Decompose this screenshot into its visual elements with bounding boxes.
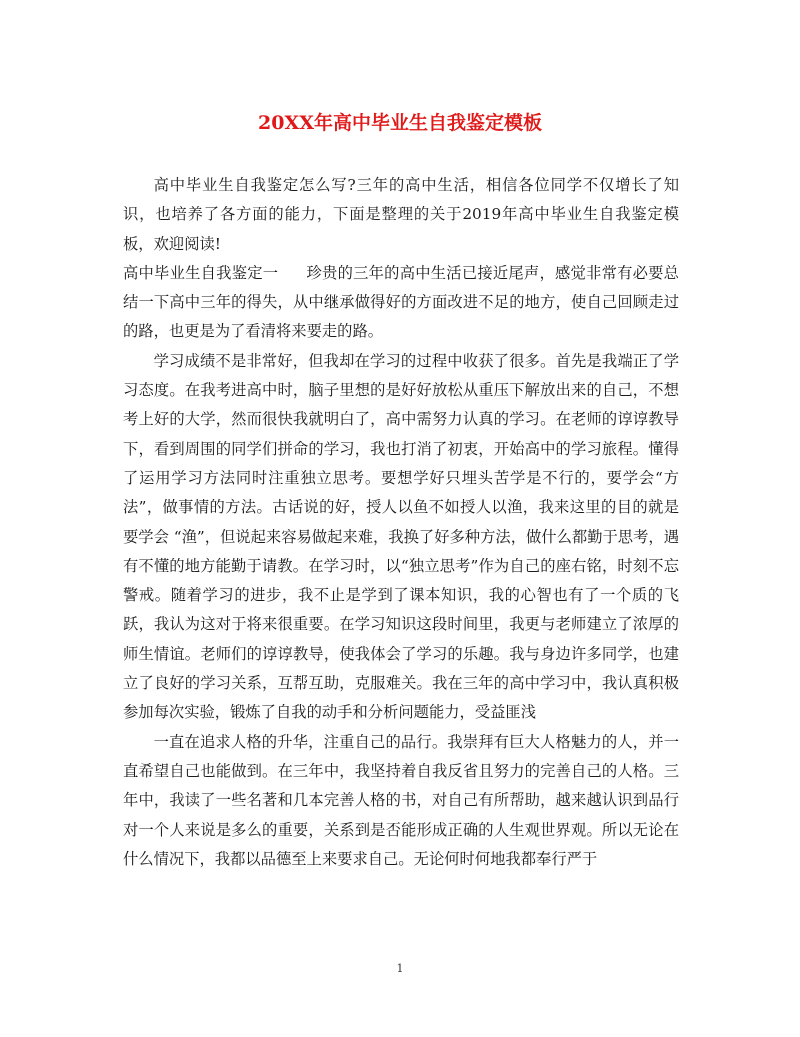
study-paragraph: 学习成绩不是非常好，但我却在学习的过程中收获了很多。首先是我端正了学习态度。在我考进高中时，脑子里想的是好好放松从重压下解放出来的自己，不想考上好的大学，然而很快我就明白了，高中需努力认真的学习。在老师的谆谆教导下，看到周围的同学们拼命的学习，我也打消了初衷，开始高中的学习旅程。懂得了运用学习方法同时注重独立思考。要想学好只埋头苦学是不行的，要学会“方法”，做事情的方法。古话说的好，授人以鱼不如授人以渔，我来这里的目的就是要学会 “渔”，但说起来容易做起来难，我换了好多种方法，做什么都勤于思考，遇有不懂的地方能勤于请教。在学习时，以“独立思考”作为自己的座右铭，时刻不忘警戒。随着学习的进步，我不止是学到了课本知识，我的心智也有了一个质的飞跃，我认为这对于将来很重要。在学习知识这段时间里，我更与老师建立了浓厚的师生情谊。老师们的谆谆教导，使我体会了学习的乐趣。我与身边许多同学，也建立了良好的学习关系，互帮互助，克服难关。我在三年的高中学习中，我认真积极参加每次实验，锻炼了自我的动手和分析问题能力，受益匪浅 [123, 351, 679, 722]
character-paragraph: 一直在追求人格的升华，注重自己的品行。我崇拜有巨大人格魅力的人，并一直希望自己也能做到。在三年中，我坚持着自我反省且努力的完善自己的人格。三年中，我读了一些名著和几本完善人格的书，对自己有所帮助，越来越认识到品行对一个人来说是多么的重要，关系到是否能形成正确的人生观世界观。所以无论在什么情况下，我都以品德至上来要求自己。无论何时何地我都奉行严于 [123, 732, 679, 868]
document-body [123, 171, 679, 874]
page-number: 1 [396, 962, 404, 975]
intro-paragraph: 高中毕业生自我鉴定怎么写?三年的高中生活，相信各位同学不仅增长了知识，也培养了各方面的能力，下面是整理的关于2019年高中毕业生自我鉴定模板，欢迎阅读! [123, 176, 679, 253]
section1-text: 珍贵的三年的高中生活已接近尾声，感觉非常有必要总结一下高中三年的得失，从中继承做得好的方面改进不足的地方，使自己回顾走过的路，也更是为了看清将来要走的路。 [123, 263, 679, 341]
section1-paragraph [123, 259, 679, 347]
document-title: 20XX年高中毕业生自我鉴定模板 [258, 112, 542, 134]
section-heading: 高中毕业生自我鉴定一 [123, 263, 279, 282]
